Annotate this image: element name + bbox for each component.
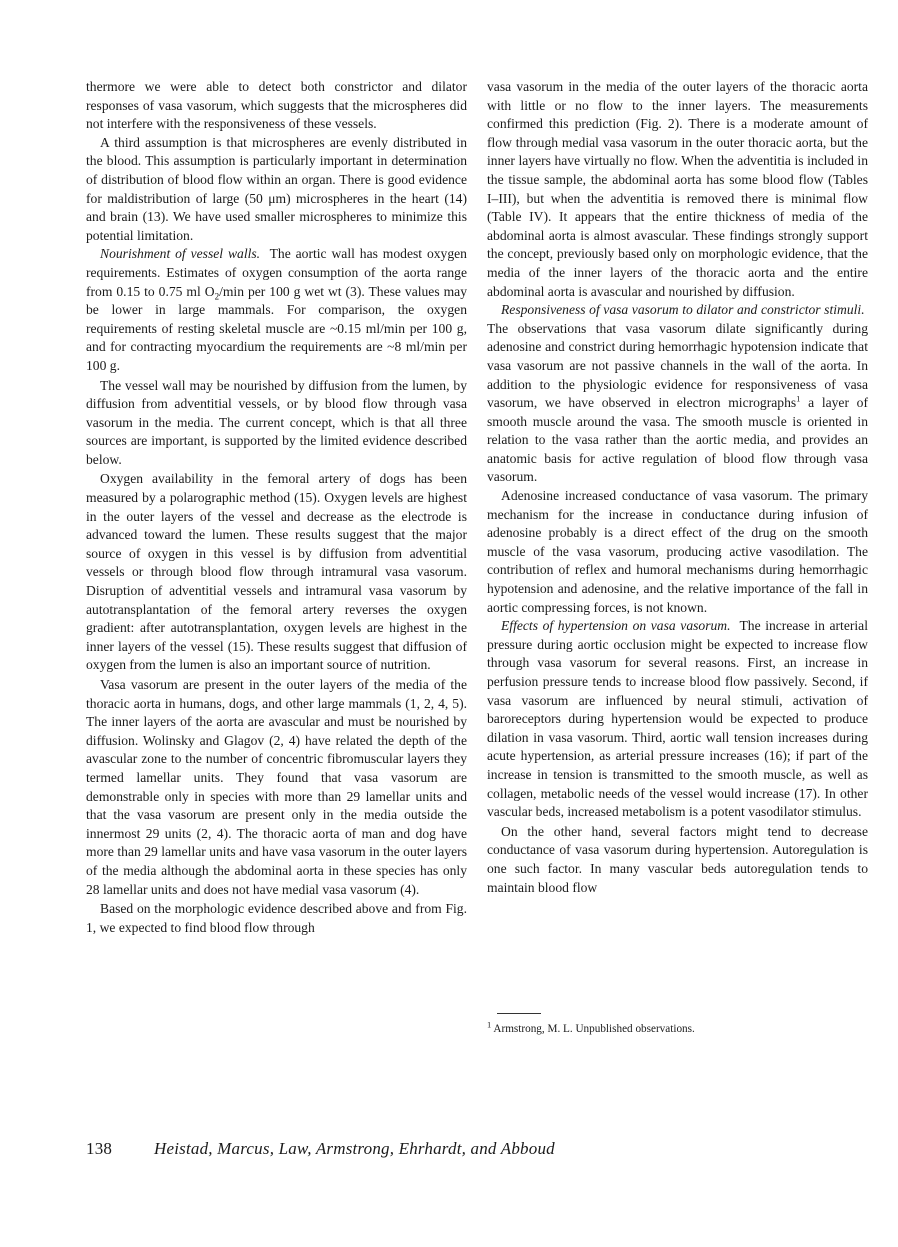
paragraph: Adenosine increased conductance of vasa vasorum. The primary mechanism for the increase in conductance during infusion of adenosine probably is a direct effect of the drug on the smooth muscle of the vasa vasorum, producing active vasodilation. The contribution of reflex and humoral mechanisms during hemorrhagic hypotension and adenosine, and the relative importance of the fall in aortic compressing forces, is not known.: [487, 488, 868, 615]
paragraph-text: The observations that vasa vasorum dilate significantly during adenosine and constrict during hemorrhagic hypotension indicate that vasa vasorum are not passive channels in the wall of the aorta. In addition to the physiologic evidence for responsiveness of vasa vasorum, we have observed in electron micrographs: [487, 320, 868, 411]
section-heading-nourishment: Nourishment of vessel walls.: [100, 246, 261, 262]
paragraph: Vasa vasorum are present in the outer layers of the media of the thoracic aorta in humans, dogs, and other large mammals (1, 2, 4, 5). The inner layers of the aorta are avascular and must be nourished by diffusion. Wolinsky and Glagov (2, 4) have related the depth of the avascular zone to the number of concentric fibromuscular layers they termed lamellar units. They found that vasa vasorum are demonstrable only in species with more than 29 lamellar units and that the vasa vasorum are present only in the media outside the innermost 29 units (2, 4). The thoracic aorta of man and dog have more than 29 lamellar units and have vasa vasorum in the outer layers of the media although the abdominal aorta in these species has only 28 lamellar units and does not have medial vasa vasorum (4).: [86, 677, 467, 897]
running-authors: Heistad, Marcus, Law, Armstrong, Ehrhardt, and Abboud: [154, 1139, 555, 1158]
paragraph-text: a layer of smooth muscle around the vasa. The smooth muscle is oriented in relation to the vasa rather than the aortic media, and provides an anatomic basis for active regulation of blood flow through vasa vasorum.: [487, 395, 868, 485]
right-column: [487, 78, 868, 897]
page-footer: [86, 1139, 555, 1159]
footnote-marker: 1: [796, 393, 801, 404]
footnote-rule: [497, 1013, 541, 1014]
paragraph-text: The increase in arterial pressure during aortic occlusion might be expected to increase flow through vasa vasorum for several reasons. First, an increase in perfusion pressure tends to increase blood flow passively. Second, if vasa vasorum are influenced by neural stimuli, activation of baroreceptors during hypertension would be expected to produce dilation in vasa vasorum. Third, aortic wall tension increases during acute hypertension, as arterial pressure increases (16); if part of the increase in tension is transmitted to the smooth muscle, as well as collagen, metabolic needs of the vessel would increase (17). In other vascular beds, increased metabolism is a potent vasodilator stimulus.: [487, 618, 868, 820]
paragraph: [487, 617, 868, 822]
footnote-text: [487, 1019, 868, 1036]
paragraph-text: /min per 100 g wet wt (3). These values may be lower in large mammals. For comparison, the oxygen requirements of resting skeletal muscle are ~0.15 ml/min per 100 g, and for contracting myocardium the requirements are ~8 ml/min per 100 g.: [86, 283, 467, 373]
section-heading-responsiveness: Responsiveness of vasa vasorum to dilator and constrictor stimuli.: [501, 302, 865, 318]
paragraph: [487, 301, 868, 487]
subscript: 2: [214, 291, 220, 302]
paragraph: The vessel wall may be nourished by diffusion from the lumen, by diffusion from adventitial vessels, or by blood flow through vasa vasorum in the media. The current concept, which is that all three sources are important, is supported by the limited evidence described below.: [86, 377, 467, 467]
paragraph: A third assumption is that microspheres are evenly distributed in the blood. This assumption is particularly important in determination of distribution of blood flow within an organ. There is good evidence for maldistribution of large (50 μm) microspheres in the heart (14) and brain (13). We have used smaller microspheres to minimize this potential limitation.: [86, 134, 467, 243]
paragraph: On the other hand, several factors might tend to decrease conductance of vasa vasorum during hypertension. Autoregulation is one such factor. In many vascular beds autoregulation tends to maintain blood flow: [487, 823, 868, 895]
section-heading-hypertension: Effects of hypertension on vasa vasorum.: [501, 618, 731, 634]
footnote-marker: 1: [487, 1019, 492, 1030]
paragraph: vasa vasorum in the media of the outer layers of the thoracic aorta with little or no flow to the inner layers. The measurements confirmed this prediction (Fig. 2). There is a moderate amount of flow through medial vasa vasorum in the outer thoracic aorta, but the inner layers have virtually no flow. When the adventitia is included in the tissue sample, the abdominal aorta has some blood flow (Tables I–III), but when the adventitia is removed there is minimal flow (Table IV). It appears that the entire thickness of media of the abdominal aorta is almost avascular. These findings strongly support the concept, previously based only on morphologic evidence, that the media of the inner layers of the thoracic aorta and the entire abdominal aorta is avascular and nourished by diffusion.: [487, 79, 868, 299]
paragraph: Oxygen availability in the femoral artery of dogs has been measured by a polarographic method (15). Oxygen levels are highest in the outer layers of the vessel and decrease as the electrode is advanced toward the lumen. These results suggest that the major source of oxygen in this vessel is by diffusion from adventitial vessels or through blood flow through intramural vasa vasorum. Disruption of adventitial vessels and intramural vasa vasorum by autotransplantation of the femoral artery reverses the oxygen gradient: after autotransplantation, oxygen levels are highest in the inner layers of the vessel (15). These results suggest that diffusion of oxygen from the lumen is also an important source of nutrition.: [86, 471, 467, 673]
footnote-body: Armstrong, M. L. Unpublished observations.: [491, 1023, 695, 1035]
paragraph: thermore we were able to detect both constrictor and dilator responses of vasa vasorum, which suggests that the microspheres did not interfere with the responsiveness of these vessels.: [86, 79, 467, 132]
left-column: [86, 78, 467, 937]
paragraph: [86, 245, 467, 375]
page-number: 138: [86, 1139, 113, 1158]
paragraph-text: The aortic wall has modest oxygen requirements. Estimates of oxygen consumption of the aorta range from 0.15 to 0.75 ml O: [86, 246, 467, 299]
paragraph: Based on the morphologic evidence described above and from Fig. 1, we expected to find blood flow through: [86, 901, 467, 935]
footnote: [487, 1013, 868, 1036]
